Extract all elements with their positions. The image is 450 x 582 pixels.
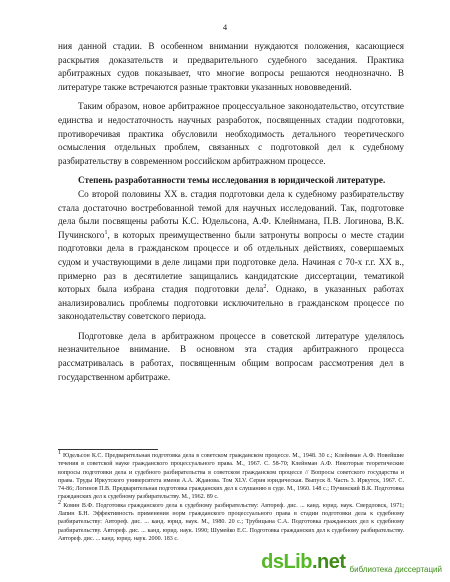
dslib-watermark[interactable] <box>261 552 442 574</box>
footnote-marker-1: 1 <box>58 449 61 456</box>
paragraph-2: Таким образом, новое арбитражное процессуальное законодательство, отсутствие единства и недостаточность научных разработок, посвященных стадии подготовки, противоречивая практика обусловили необходимость детального теоретического осмысления отдельных проблем, связанных с подготовкой дел к судебному разбирательству в современном российском арбитражном процессе. <box>58 101 404 166</box>
dslib-logo <box>261 552 345 572</box>
paragraph-3-part-2: , в которых преимущественно были затронуты вопросы о месте стадии подготовки дела в гражданском процессе и об отдельных действиях, совершаемых судом и участвующими в деле лицами при подготовке дела. Начиная с 70-х г.г. XX в., примерно раз в десятилетие защищались кандидатские диссертации, тематикой которых была избрана стадия подготовки дела <box>58 229 404 295</box>
dslib-logo-tld: .net <box>311 551 346 573</box>
footnote-ref-1[interactable]: 1 <box>104 229 108 236</box>
main-text <box>58 40 404 384</box>
paragraph-3-part-3: . Однако, в указанных работах анализировались проблемы подготовки исключительно в гражданском процессе по законодательству советского периода. <box>58 284 404 322</box>
footnote-text-2: Ковин В.Ф. Подготовка гражданского дела к судебному разбирательству: Автореф. дис. ... канд. юрид. наук. Свердловск, 1971; Лапин Б.Н. Эффективность применения норм гражданского процессуального права в стадии подготовки дела к судебному разбирательству: Автореф. дис. ... канд. юрид. наук. М., 1980. 20 с.; Трубицына С.А. Подготовка гражданских дел к судебному разбирательству. Автореф. дис. ... канд. юрид. наук. 1990; Шумейко Е.С. Подготовка гражданских дел к судебному разбирательству. Автореф. дис. ... канд. юрид. наук. 2000. 183 с. <box>58 502 404 542</box>
footnote-text-1: Юдельсон К.С. Предварительная подготовка дела в советском гражданском процессе. М., 1948. 30 с.; Клейнман А.Ф. Новейшие течения в советской науке гражданского процессуального права. М., 1967. С. 58-70; Клейнман А.Ф. Некоторые теоретические вопросы подготовки дела и судебного разбирательства в советском гражданском процессе // Вопросы советского государства и права. Труды Иркутского университета имени А.А. Жданова. Том XLV. Серия юридическая. Выпуск 8. Часть 3. Иркутск, 1967. С. 74-86; Логинов П.В. Предварительная подготовка гражданских дел к слушанию в суде. М., 1960. 148 с.; Пучинский В.К. Подготовка гражданских дел к судебному разбирательству. М., 1962. 89 с. <box>58 453 404 501</box>
paragraph-3 <box>58 188 404 324</box>
paragraph-3-part-1: Со второй половины XX в. стадия подготовки дела к судебному разбирательству стала достаточно востребованной темой для научных исследований. Так, подготовке дела были посвящены работы К.С. Юдельсона, А.Ф. Клейнмана, П.В. Логинова, В.К. Пучинского <box>58 188 404 240</box>
footnote-marker-2: 2 <box>58 499 61 506</box>
footnote-2 <box>58 499 404 543</box>
page-number: 4 <box>222 22 228 32</box>
section-heading: Степень разработанности темы исследования в юридической литературе. <box>78 175 386 186</box>
paragraph-4: Подготовке дела в арбитражном процессе в советской литературе уделялось незначительное внимание. В основном эта стадия арбитражного процесса рассматривалась в работах, посвященным общим вопросам рассмотрения дел в государственном арбитраже. <box>58 330 404 382</box>
footnote-divider <box>58 449 158 450</box>
footnote-1 <box>58 449 404 502</box>
paragraph-1: ния данной стадии. В особенном внимании нуждаются положения, касающиеся раскрытия доказательств и предварительного судебного заседания. Практика арбитражных судов показывает, что многие вопросы решаются неоднозначно. В литературе также встречаются разные трактовки указанных нововведений. <box>58 41 404 92</box>
dslib-tagline: библиотека диссертаций <box>349 565 442 574</box>
footnotes <box>58 449 404 543</box>
dslib-logo-main: dsLib <box>261 551 312 573</box>
footnote-ref-2[interactable]: 2 <box>263 284 267 291</box>
